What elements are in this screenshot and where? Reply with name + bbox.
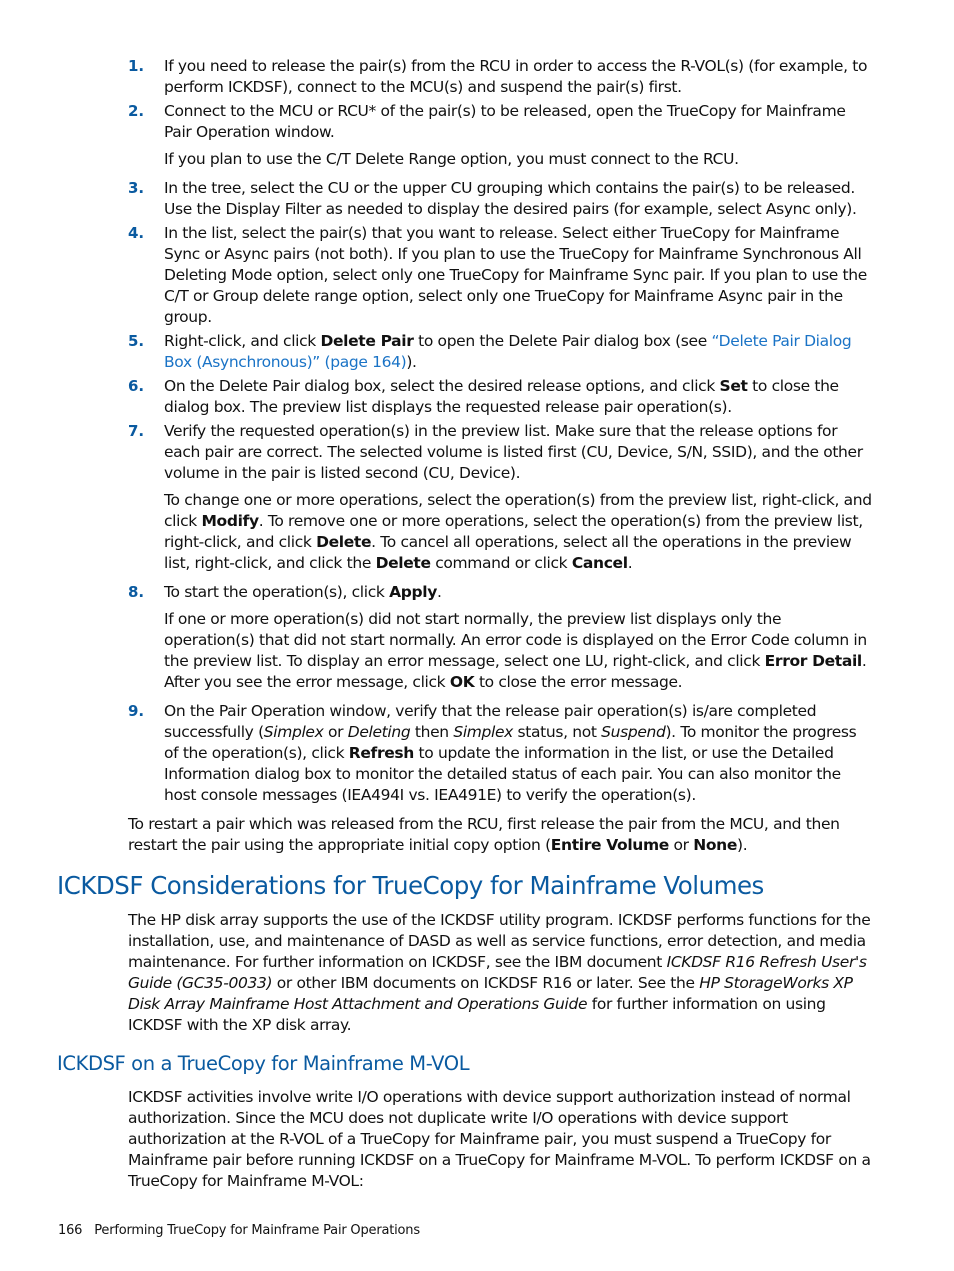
step-number: 3.: [128, 179, 145, 197]
emphasis-italic: HP StorageWorks XP Disk Array Mainframe Host Attachment and Operations Guide: [128, 974, 853, 1013]
step-number: 2.: [128, 102, 145, 120]
text-run: or other IBM documents on ICKDSF R16 or later. See the: [272, 974, 700, 992]
step-number: 4.: [128, 224, 145, 242]
text-run: .: [436, 583, 442, 601]
restart-paragraph: [128, 814, 873, 856]
step-item: [128, 421, 873, 574]
text-run: . To cancel all operations, select all the operations in the preview list, right-click, and click the: [164, 533, 852, 572]
procedure-steps: [128, 56, 873, 809]
text-run: then: [410, 723, 454, 741]
ui-term-bold: Set: [719, 377, 748, 395]
step-note-text: [164, 609, 873, 693]
subsection-heading-ickdsf-mvol: ICKDSF on a TrueCopy for Mainframe M-VOL: [57, 1052, 470, 1075]
ickdsf-intro-paragraph: [128, 910, 873, 1036]
text-run: ). To monitor the progress of the operation(s), click: [164, 723, 857, 762]
ui-term-bold: OK: [449, 673, 475, 691]
text-run: . After you see the error message, click: [164, 652, 867, 691]
ickdsf-mvol-text: [128, 1087, 873, 1192]
text-run: ICKDSF activities involve write I/O operations with device support authorization instead of normal authorization. Since the MCU does not duplicate write I/O operations with device support authorization at the R-VOL of a TrueCopy for Mainframe pair, you must suspend a TrueCopy for Mainframe pair before running ICKDSF on a TrueCopy for Mainframe M-VOL. To perform ICKDSF on a TrueCopy for Mainframe M-VOL:: [128, 1088, 871, 1190]
step-text: [164, 223, 873, 328]
text-run: for further information on using ICKDSF with the XP disk array.: [128, 995, 826, 1034]
text-run: In the list, select the pair(s) that you want to release. Select either TrueCopy for Mainframe Sync or Async pairs (not both). If you plan to use the TrueCopy for Mainframe Synchronous All Deleting Mode option, select only one TrueCopy for Mainframe Sync pair. If you plan to use the C/T or Group delete range option, select only one TrueCopy for Mainframe Async pair in the group.: [164, 224, 867, 326]
text-run: ).: [737, 836, 748, 854]
step-item: [128, 331, 873, 373]
text-run: Verify the requested operation(s) in the preview list. Make sure that the release options for each pair are correct. The selected volume is listed first (CU, Device, S/N, SSID), and the other volume in the pair is listed second (CU, Device).: [164, 422, 863, 482]
text-run: Connect to the MCU or RCU* of the pair(s) to be released, open the TrueCopy for Mainframe Pair Operation window.: [164, 102, 846, 141]
text-run: to update the information in the list, or use the Detailed Information dialog box to monitor the detailed status of each pair. You can also monitor the host console messages (IEA494I vs. IEA491E) to verify the operation(s).: [164, 744, 841, 804]
emphasis-italic: Deleting: [347, 723, 411, 741]
ui-term-bold: Delete Pair: [320, 332, 414, 350]
step-item: [128, 178, 873, 220]
text-run: to close the dialog box. The preview list displays the requested release pair operation(s).: [164, 377, 839, 416]
step-number: 6.: [128, 377, 145, 395]
text-run: If you need to release the pair(s) from the RCU in order to access the R-VOL(s) (for example, to perform ICKDSF), connect to the MCU(s) and suspend the pair(s) first.: [164, 57, 868, 96]
page-footer: [58, 1222, 432, 1240]
text-run: .: [627, 554, 633, 572]
text-run: ).: [406, 353, 417, 371]
text-run: If one or more operation(s) did not start normally, the preview list displays only the operation(s) that did not start normally. An error code is displayed on the Error Code column in the preview list. To display an error message, select one LU, right-click, and click: [164, 610, 867, 670]
text-run: To start the operation(s), click: [164, 583, 390, 601]
step-item: [128, 582, 873, 693]
ui-term-bold: Refresh: [348, 744, 414, 762]
text-run: . To remove one or more operations, select the operation(s) from the preview list, right-click, and click: [164, 512, 863, 551]
text-run: to open the Delete Pair dialog box (see: [413, 332, 712, 350]
step-number: 8.: [128, 583, 145, 601]
step-text: [164, 331, 873, 373]
text-run: To change one or more operations, select the operation(s) from the preview list, right-click, and click: [164, 491, 872, 530]
step-number: 5.: [128, 332, 145, 350]
step-text: [164, 701, 873, 806]
emphasis-italic: Simplex: [453, 723, 513, 741]
step-text: [164, 376, 873, 418]
restart-paragraph-text: [128, 814, 873, 856]
ui-term-bold: Delete: [375, 554, 431, 572]
step-note-text: [164, 149, 873, 170]
text-run: Right-click, and click: [164, 332, 321, 350]
ickdsf-intro-text: [128, 910, 873, 1036]
step-item: [128, 101, 873, 170]
text-run: command or click: [430, 554, 572, 572]
ui-term-bold: Cancel: [571, 554, 628, 572]
text-run: status, not: [512, 723, 602, 741]
step-number: 9.: [128, 702, 145, 720]
step-text: [164, 421, 873, 484]
text-run: or: [323, 723, 348, 741]
emphasis-italic: Suspend: [601, 723, 666, 741]
step-item: [128, 223, 873, 328]
step-item: [128, 701, 873, 806]
text-run: to close the error message.: [474, 673, 683, 691]
text-run: If you plan to use the C/T Delete Range option, you must connect to the RCU.: [164, 150, 739, 168]
ickdsf-mvol-paragraph: [128, 1087, 873, 1192]
step-note-text: [164, 490, 873, 574]
ui-term-bold: Modify: [201, 512, 259, 530]
step-item: [128, 376, 873, 418]
step-text: [164, 582, 873, 603]
section-heading-ickdsf-considerations: ICKDSF Considerations for TrueCopy for Mainframe Volumes: [57, 871, 764, 900]
text-run: On the Delete Pair dialog box, select the desired release options, and click: [164, 377, 720, 395]
text-run: or: [668, 836, 694, 854]
text-run: The HP disk array supports the use of the ICKDSF utility program. ICKDSF performs functions for the installation, use, and maintenance of DASD as well as service functions, error detection, and media maintenance. For further information on ICKDSF, see the IBM document: [128, 911, 871, 971]
emphasis-italic: Simplex: [263, 723, 324, 741]
ui-term-bold: Delete: [316, 533, 372, 551]
page-number: 166: [58, 1223, 83, 1238]
ui-term-bold: Apply: [389, 583, 437, 601]
step-text: [164, 101, 873, 143]
step-text: [164, 56, 873, 98]
text-run: On the Pair Operation window, verify that the release pair operation(s) is/are completed successfully (: [164, 702, 817, 741]
step-text: [164, 178, 873, 220]
ui-term-bold: Error Detail: [764, 652, 862, 670]
step-number: 1.: [128, 57, 145, 75]
step-number: 7.: [128, 422, 145, 440]
emphasis-italic: ICKDSF R16 Refresh User's Guide (GC35-0033): [128, 953, 867, 992]
cross-reference-link[interactable]: “Delete Pair Dialog Box (Asynchronous)” (page 164): [164, 332, 852, 371]
text-run: To restart a pair which was released from the RCU, first release the pair from the MCU, and then restart the pair using the appropriate initial copy option (: [128, 815, 840, 854]
ui-term-bold: None: [693, 836, 738, 854]
step-item: [128, 56, 873, 98]
text-run: In the tree, select the CU or the upper CU grouping which contains the pair(s) to be released. Use the Display Filter as needed to display the desired pairs (for example, select Async only).: [164, 179, 857, 218]
footer-chapter-title: Performing TrueCopy for Mainframe Pair Operations: [94, 1223, 420, 1238]
ui-term-bold: Entire Volume: [550, 836, 669, 854]
